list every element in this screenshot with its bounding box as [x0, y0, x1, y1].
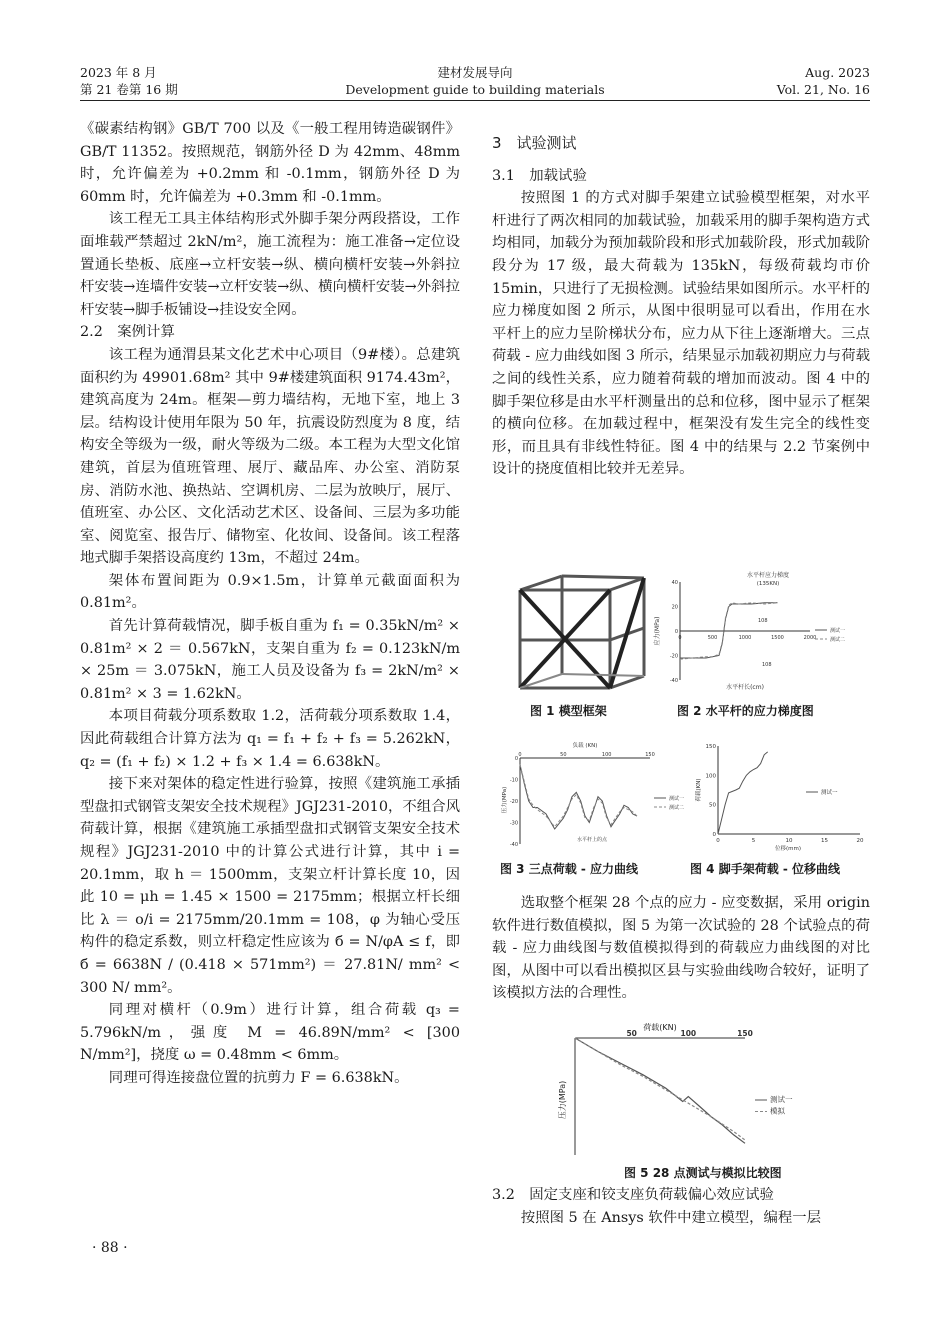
- fig4-legend: [806, 788, 838, 796]
- tick-label-x: 20: [856, 838, 864, 844]
- tick-label-y: 40: [671, 580, 678, 586]
- paragraph: 架体布置间距为 0.9×1.5m，计算单元截面面积为 0.81m²。: [80, 572, 460, 612]
- legend-label: 测试一: [821, 790, 838, 796]
- series-line: [680, 603, 778, 658]
- series-line: [718, 752, 768, 834]
- fig4-ylabel: 荷载(KN): [696, 778, 702, 802]
- fig3-three-point-load-stress-chart: [500, 740, 685, 852]
- page-number: · 88 ·: [92, 1240, 128, 1256]
- tick-label-y: 20: [671, 604, 678, 611]
- tick-label-y: 100: [705, 773, 716, 780]
- tick-label-y: 0: [514, 756, 518, 762]
- tick-label-x: 15: [821, 838, 828, 844]
- tick-label-x: 10: [785, 838, 793, 844]
- header-date: 2023 年 8 月: [80, 65, 157, 80]
- tick-label-y: 0: [674, 629, 678, 635]
- tick-label-y: -20: [509, 799, 518, 805]
- fig2-yticks: [670, 580, 678, 684]
- tick-label-y: 150: [705, 744, 716, 750]
- paragraph: 首先计算荷载情况，脚手板自重为 f₁ = 0.35kN/m² × 0.81m² × 2 ＝ 0.567kN，支架自重为 f₂ = 0.123kN/m × 25m ＝ 3.075kN，施工人员及设备为 f₃ = 2kN/m² × 0.81m² × 3 = 1.62kN。: [80, 618, 460, 702]
- fig3-series: [520, 765, 637, 830]
- fig3-yticks: [510, 756, 518, 848]
- fig3-xticks: [518, 752, 654, 758]
- header-volume-en: Vol. 21, No. 16: [776, 82, 870, 97]
- right-column-bottom: [492, 1184, 870, 1229]
- fig4-caption: 图 4 脚手架荷载 - 位移曲线: [690, 862, 841, 876]
- fig2-legend: [815, 627, 845, 643]
- fig4-xlabel: 位移(mm): [774, 846, 802, 852]
- tick-label-x: 50: [560, 752, 567, 758]
- tick-label-y: 50: [709, 802, 716, 809]
- legend-label: 测试二: [830, 637, 846, 643]
- fig2-annotation-2: 108: [762, 662, 772, 668]
- fig2-annotation-1: 108: [758, 618, 768, 624]
- tick-label-y: -40: [509, 842, 518, 848]
- fig5-caption: 图 5 28 点测试与模拟比较图: [624, 1166, 782, 1180]
- tick-label-x: 50: [626, 1029, 637, 1038]
- tick-label-y: -30: [509, 820, 518, 827]
- fig3-legend: [654, 795, 684, 811]
- legend-label: 测试一: [669, 796, 685, 802]
- right-column-top: [492, 128, 870, 481]
- tick-label-x: 0: [678, 635, 682, 641]
- tick-label-x: 5: [751, 838, 756, 844]
- fig4-load-displacement-chart: [690, 740, 870, 852]
- journal-date-issue-en: [777, 64, 870, 98]
- tick-label-y: 0: [712, 832, 716, 838]
- paragraph: 选取整个框架 28 个点的应力 - 应变数据，采用 origin 软件进行数值模拟，图 5 为第一次试验的 28 个试验点的荷载 - 应力曲线图与数值模拟得到的荷载应力曲线图的对比图，从图中可以看出模拟区县与实验曲线吻合较好，证明了该模拟方法的合理性。: [492, 895, 870, 1002]
- fig4-yticks: [706, 744, 717, 838]
- tick-label-y: -20: [669, 653, 678, 660]
- fig2-title: 水平杆应力梯度: [746, 572, 790, 579]
- fig3-ylabel: 压力(MPa): [502, 786, 508, 814]
- fig2-stress-gradient-chart: [650, 568, 860, 693]
- paragraph: 同理可得连接盘位置的抗剪力 F = 6.638kN。: [108, 1069, 409, 1086]
- header-volume: 第 21 卷第 16 期: [80, 82, 178, 97]
- fig5-comparison-chart: [555, 1020, 815, 1158]
- paragraph: 同理对横杆（0.9m）进行计算，组合荷载 q₃ = 5.796kN/m，强度 M = 46.89N/mm² < [300 N/mm²]，挠度 ω = 0.48mm < 6mm。: [80, 1002, 460, 1064]
- legend-label: 测试二: [669, 805, 685, 811]
- fig4-xticks: [716, 838, 864, 844]
- fig4-series: [718, 752, 768, 834]
- fig2-ylabel: 应力(MPa): [654, 616, 661, 646]
- paragraph: 本项目荷载分项系数取 1.2，活荷载分项系数取 1.4，因此荷载组合计算方法为 q₁ = f₁ + f₂ + f₃ = 5.262kN，q₂ = (f₁ + f₂) × 1.2 + f₃ × 1.4 = 6.638kN。: [80, 708, 460, 770]
- paragraph: 该工程无工具主体结构形式外脚手架分两段搭设，工作面堆载严禁超过 2kN/m²，施工流程为：施工准备→定位设置通长垫板、底座→立杆安装→纵、横向横杆安装→外斜拉杆安装→连墙件安装→立杆安装→纵、横向横杆安装→外斜拉杆安装→脚手板铺设→挂设安全网。: [80, 211, 460, 318]
- fig5-legend: [755, 1094, 793, 1116]
- tick-label-x: 1500: [771, 635, 784, 641]
- tick-label-x: 0: [518, 752, 522, 758]
- fig3-xlabel: 水平杆上的点: [576, 837, 608, 843]
- series-line: [575, 1038, 745, 1143]
- fig2-caption: 图 2 水平杆的应力梯度图: [677, 704, 814, 718]
- fig2-xlabel: 水平杆长(cm): [726, 684, 764, 691]
- paragraph: 该工程为通渭县某文化艺术中心项目（9#楼）。总建筑面积约为 49901.68m² 其中 9#楼建筑面积 9174.43m²，建筑高度为 24m。框架—剪力墙结构，无地下室，地上 3 层。结构设计使用年限为 50 年，抗震设防烈度为 8 度，结构安全等级为一级，耐火等级为二级。本工程为大型文化馆建筑，首层为值班管理、展厅、藏品库、办公室、消防泵房、消防水池、换热站、空调机房、二层为放映厅，展厅、值班室、办公区、文化活动艺术区、设备间、三层为多功能室、阅览室、报告厅、储物室、化妆间、设备间。该工程落地式脚手架搭设高度约 13m，不超过 24m。: [80, 346, 460, 567]
- header-date-en: Aug. 2023: [805, 65, 870, 80]
- fig2-subtitle: (135KN): [756, 581, 780, 587]
- fig3-caption: 图 3 三点荷载 - 应力曲线: [500, 862, 639, 876]
- tick-label-x: 100: [601, 752, 612, 758]
- tick-label-x: 0: [716, 838, 720, 844]
- fig2-xticks: [678, 635, 816, 641]
- subsection-heading: 2.2 案例计算: [80, 324, 175, 341]
- section-heading: 3 试验测试: [492, 134, 577, 152]
- tick-label-x: 100: [680, 1029, 697, 1038]
- header-title-en: Development guide to building materials: [345, 82, 605, 97]
- paragraph: 接下来对架体的稳定性进行验算，按照《建筑施工承插型盘扣式钢管支架安全技术规程》JGJ231-2010，不组合风荷载计算，根据《建筑施工承插型盘扣式钢管支架安全技术规程》JGJ231-2010 中的计算公式进行计算，其中 i = 20.1mm，取 h ＝ 1500mm，支架立杆计算长度 10，因此 10 = μh = 1.45 × 1500 = 2175mm；根据立杆长细比 λ ＝ o/i = 2175mm/20.1mm = 108，φ 为轴心受压构件的稳定系数，则立杆稳定性应该为 б = N/φA ≤ f，即 б = 6638N / (0.418 × 571mm²) ＝ 27.81N/ mm² < 300 N/ mm²。: [80, 776, 460, 996]
- tick-label-x: 1000: [738, 635, 752, 641]
- fig3-title: 负载 (KN): [572, 743, 598, 749]
- tick-label-x: 2000: [803, 635, 817, 641]
- legend-label: 测试一: [770, 1095, 793, 1104]
- legend-label: 测试一: [830, 628, 846, 634]
- legend-label: 模拟: [770, 1106, 785, 1116]
- series-line: [520, 765, 637, 830]
- subsection-heading: 3.1 加载试验: [492, 167, 587, 184]
- tick-label-x: 500: [707, 635, 718, 641]
- tick-label-y: -40: [669, 678, 678, 684]
- header-rule: [80, 100, 870, 101]
- right-column-middle: [492, 892, 870, 1005]
- fig1-caption: 图 1 模型框架: [530, 704, 607, 718]
- fig5-ylabel: 压力(MPa): [558, 1080, 567, 1120]
- fig1-frame-drawing: [500, 570, 650, 692]
- subsection-heading: 3.2 固定支座和铰支座负荷载偏心效应试验: [492, 1187, 774, 1203]
- fig5-series: [575, 1038, 745, 1143]
- left-column: [80, 118, 460, 1090]
- paragraph: 按照图 1 的方式对脚手架建立试验模型框架，对水平杆进行了两次相同的加载试验，加载采用的脚手架构造方式均相同，加载分为预加载阶段和形式加载阶段，形式加载阶段分为 17 级，最大荷载为 135kN，每级荷载均市价 15min，只进行了无损检测。试验结果如图所示。水平杆的应力梯度如图 2 所示，从图中很明显可以看出，作用在水平杆上的应力呈阶梯状分布，应力从下往上逐渐增大。三点荷载 - 应力曲线如图 3 所示，结果显示加载初期应力与荷载之间的线性关系，应力随着荷载的增加而波动。图 4 中的脚手架位移是由水平杆测量出的总和位移，图中显示了框架的横向位移。在加载过程中，框架没有发生完全的线性变形，而且具有非线性特征。图 4 中的结果与 2.2 节案例中设计的挠度值相比较并无差异。: [492, 190, 870, 478]
- tick-label-x: 150: [737, 1029, 753, 1038]
- paragraph: 按照图 5 在 Ansys 软件中建立模型，编程一层: [520, 1209, 822, 1226]
- header-title-cn: 建材发展导向: [437, 65, 513, 80]
- tick-label-y: -10: [509, 777, 518, 784]
- tick-label-x: 150: [645, 752, 655, 758]
- paragraph: 《碳素结构钢》GB/T 700 以及《一般工程用铸造碳钢件》GB/T 11352。按照规范，钢筋外径 D 为 42mm、48mm 时，允许偏差为 +0.2mm 和 -0.1mm，钢筋外径 D 为 60mm 时，允许偏差为 +0.3mm 和 -0.1mm。: [80, 121, 460, 205]
- fig5-title: 荷载(KN): [643, 1023, 677, 1032]
